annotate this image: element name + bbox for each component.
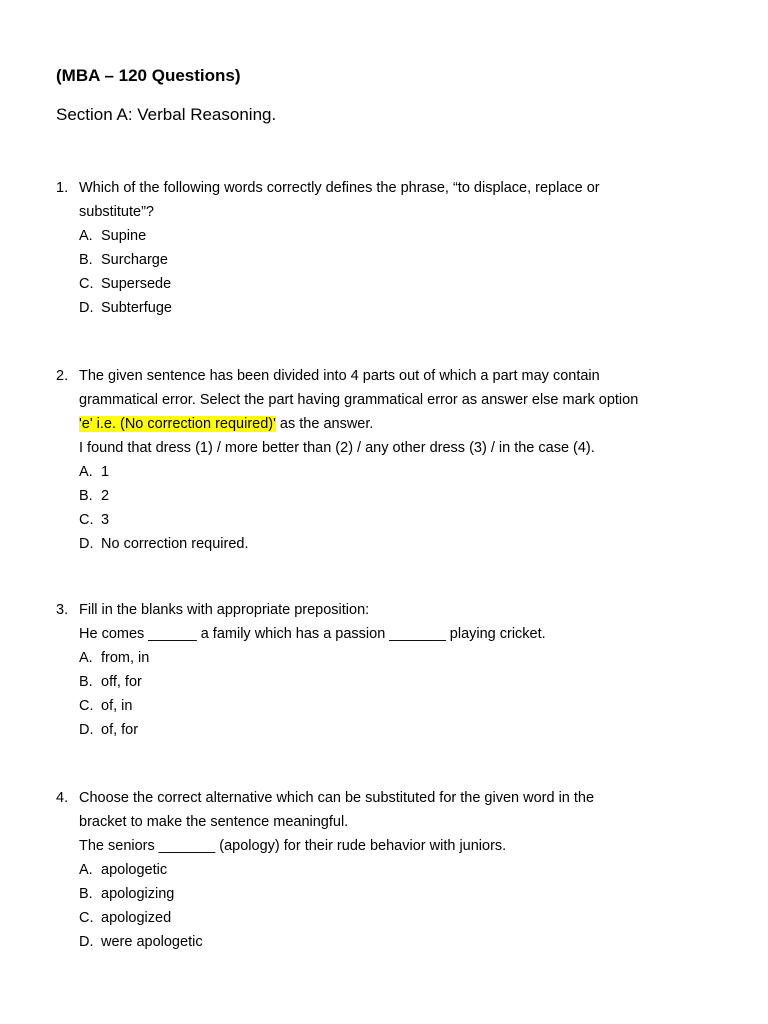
option-letter: D.: [79, 722, 94, 738]
option-text: Surcharge: [101, 252, 168, 268]
question-text-line: Fill in the blanks with appropriate preposition:: [79, 602, 370, 618]
option-letter: B.: [79, 674, 93, 690]
option-text: 2: [101, 488, 110, 504]
option-c: [56, 508, 716, 532]
option-text: No correction required.: [101, 536, 249, 552]
option-letter: D.: [79, 934, 94, 950]
option-b: [56, 670, 716, 694]
option-d: [56, 296, 716, 320]
question-text-line: He comes ______ a family which has a passion _______ playing cricket.: [79, 626, 546, 642]
question-stem: [56, 598, 716, 646]
question-stem: [56, 364, 716, 460]
option-letter: D.: [79, 300, 94, 316]
question-sentence: I found that dress (1) / more better than (2) / any other dress (3) / in the case (4).: [79, 440, 595, 456]
option-d: [56, 930, 716, 954]
option-letter: B.: [79, 252, 93, 268]
option-text: were apologetic: [101, 934, 203, 950]
option-d: [56, 718, 716, 742]
question-4: [56, 786, 716, 954]
option-c: [56, 694, 716, 718]
question-3: [56, 598, 716, 742]
option-text: Supersede: [101, 276, 172, 292]
question-number: 1.: [56, 180, 69, 196]
option-letter: C.: [79, 910, 94, 926]
option-a: [56, 858, 716, 882]
option-a: [56, 224, 716, 248]
option-d: [56, 532, 716, 556]
question-stem: [56, 786, 716, 858]
option-text: apologized: [101, 910, 172, 926]
question-text-line: substitute”?: [79, 204, 154, 220]
option-text: Supine: [101, 228, 147, 244]
question-number: 4.: [56, 790, 69, 806]
question-text-line: Which of the following words correctly defines the phrase, “to displace, replace or: [79, 180, 600, 196]
option-letter: C.: [79, 698, 94, 714]
option-b: [56, 248, 716, 272]
question-text-line: bracket to make the sentence meaningful.: [79, 814, 349, 830]
option-text: Subterfuge: [101, 300, 172, 316]
question-1: [56, 176, 716, 320]
option-c: [56, 906, 716, 930]
question-number: 2.: [56, 368, 69, 384]
option-text: of, in: [101, 698, 133, 714]
option-letter: A.: [79, 650, 93, 666]
question-text-line: grammatical error. Select the part having grammatical error as answer else mark option: [79, 392, 639, 408]
option-text: from, in: [101, 650, 150, 666]
option-letter: A.: [79, 228, 93, 244]
option-letter: A.: [79, 862, 93, 878]
option-text: off, for: [101, 674, 142, 690]
highlighted-text: 'e' i.e. (No correction required)': [79, 416, 276, 432]
option-a: [56, 646, 716, 670]
question-text-line: The seniors _______ (apology) for their rude behavior with juniors.: [79, 838, 507, 854]
option-text: of, for: [101, 722, 139, 738]
option-text: apologetic: [101, 862, 168, 878]
option-a: [56, 460, 716, 484]
document-title: (MBA – 120 Questions): [56, 66, 241, 85]
question-text-line: The given sentence has been divided into 4 parts out of which a part may contain: [79, 368, 600, 384]
option-letter: B.: [79, 488, 93, 504]
option-b: [56, 484, 716, 508]
option-text: apologizing: [101, 886, 175, 902]
option-text: 3: [101, 512, 110, 528]
option-letter: C.: [79, 276, 94, 292]
option-letter: A.: [79, 464, 93, 480]
question-stem: [56, 176, 716, 224]
question-text-line: Choose the correct alternative which can be substituted for the given word in the: [79, 790, 595, 806]
question-2: [56, 364, 716, 556]
option-b: [56, 882, 716, 906]
option-text: 1: [101, 464, 110, 480]
question-text-line: [79, 412, 716, 436]
option-letter: B.: [79, 886, 93, 902]
option-letter: C.: [79, 512, 94, 528]
question-number: 3.: [56, 602, 69, 618]
question-text-fragment: as the answer.: [275, 416, 374, 432]
option-letter: D.: [79, 536, 94, 552]
section-title: Section A: Verbal Reasoning.: [56, 105, 277, 124]
option-c: [56, 272, 716, 296]
